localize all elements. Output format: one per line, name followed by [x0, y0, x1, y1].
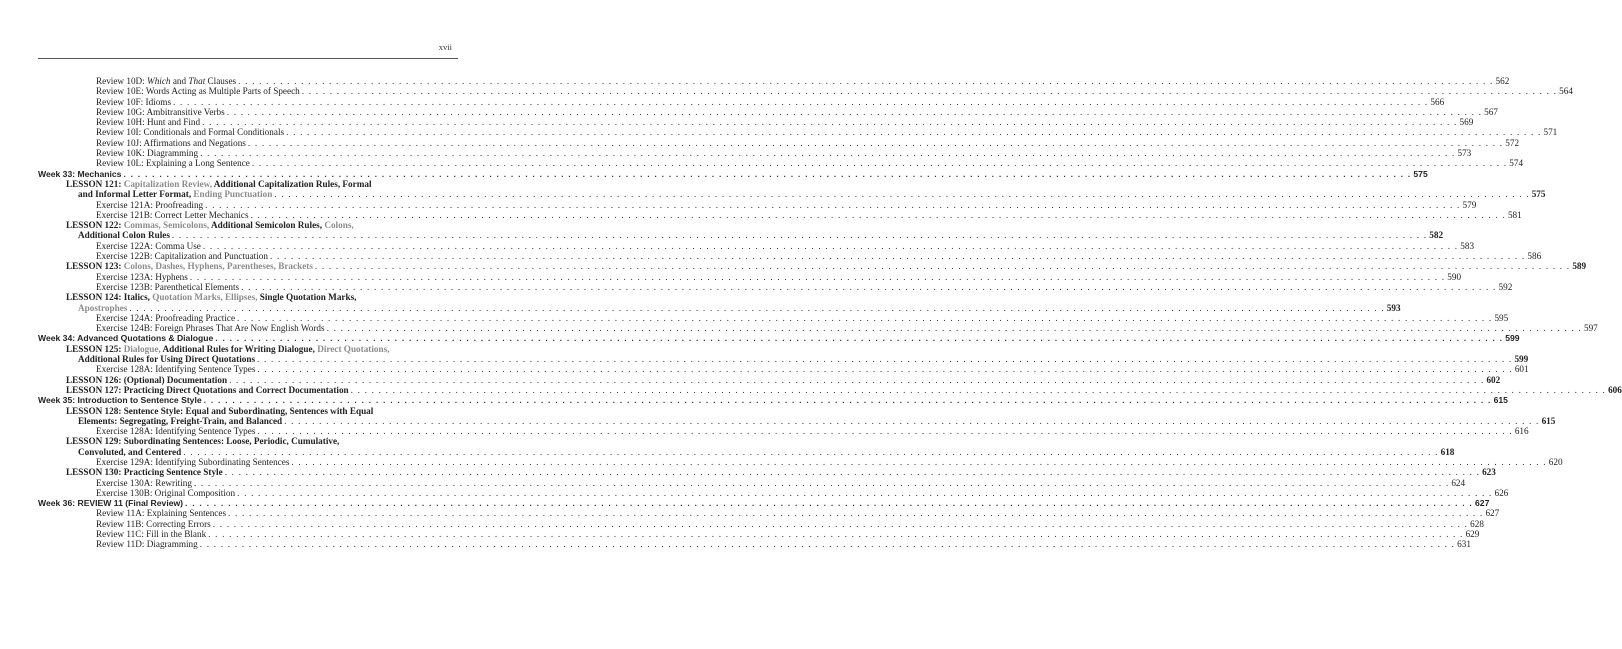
toc-entry-title	[96, 97, 171, 107]
toc-entry	[38, 106, 1498, 117]
title-segment: LESSON 127: Practicing Direct Quotations and Correct Documentation	[66, 384, 349, 395]
title-segment: Clauses	[205, 76, 237, 86]
page-ref: 602	[1486, 374, 1501, 385]
page-ref: 590	[1447, 271, 1462, 282]
title-segment: Additional Rules for Writing Dialogue,	[160, 343, 318, 354]
toc-entry-title	[96, 86, 300, 96]
title-segment: LESSON 124: Italics,	[66, 292, 153, 303]
title-segment: That	[188, 76, 206, 86]
toc-entry	[38, 456, 1563, 467]
toc-lesson	[38, 436, 458, 446]
page-ref: 572	[1505, 137, 1520, 148]
page-ref: 581	[1507, 209, 1522, 220]
page-ref: 573	[1457, 148, 1472, 159]
title-segment: Review 11A: Explaining Sentences	[96, 508, 227, 519]
toc-entry-title	[96, 508, 226, 518]
toc-entry-title	[38, 395, 202, 405]
toc-entry-title	[38, 333, 213, 343]
toc-lesson	[38, 220, 458, 230]
toc-entry-title	[66, 375, 227, 385]
toc-entry	[38, 539, 1471, 550]
title-segment: Elements: Segregating, Freight-Train, and Balanced	[78, 415, 283, 426]
dot-leader	[194, 478, 1449, 488]
dot-leader	[248, 138, 1503, 148]
toc-entry	[38, 199, 1477, 210]
toc-entry-title	[66, 406, 373, 416]
page-ref: 627	[1485, 508, 1500, 519]
toc-lesson-continued	[38, 230, 1444, 241]
title-segment: Review 10F: Idioms	[96, 96, 172, 107]
toc-entry-title	[96, 457, 289, 467]
toc-entry	[38, 487, 1509, 498]
page-ref: 575	[1531, 189, 1546, 200]
title-segment: Dialogue,	[123, 343, 161, 354]
title-segment: Exercise 121A: Proofreading	[96, 199, 204, 210]
toc-entry	[38, 209, 1522, 220]
title-segment: LESSON 129: Subordinating Sentences: Loose, Periodic, Cumulative,	[66, 436, 340, 447]
page-ref: 595	[1494, 312, 1509, 323]
toc-entry	[38, 240, 1475, 251]
page-ref: 599	[1505, 333, 1520, 344]
toc-week-heading	[38, 395, 1508, 406]
dot-leader	[252, 158, 1507, 168]
title-segment: Exercise 122B: Capitalization and Punctuation	[96, 251, 268, 262]
toc-lesson	[38, 384, 1622, 395]
title-segment: Exercise 123B: Parenthetical Elements	[96, 281, 240, 292]
page-ref: 618	[1440, 446, 1455, 457]
page-ref: 623	[1482, 467, 1496, 478]
title-segment: Apostrophes	[78, 302, 128, 313]
title-segment: and Informal Letter Format,	[78, 189, 194, 200]
title-segment: Ending Punctuation	[193, 189, 273, 200]
title-segment: and	[170, 76, 189, 86]
page-ref: 624	[1451, 477, 1466, 488]
toc-entry-title	[66, 292, 356, 302]
page-ref: 606	[1608, 384, 1622, 395]
title-segment: Colons,	[324, 220, 354, 231]
toc-entry	[38, 477, 1466, 488]
title-segment: LESSON 125:	[66, 343, 124, 354]
title-segment: Which	[147, 76, 171, 86]
dot-leader	[327, 323, 1582, 333]
toc-lesson-continued	[38, 415, 1556, 426]
toc-entry-title	[66, 220, 354, 230]
dot-leader	[204, 395, 1492, 405]
title-segment: Additional Semicolon Rules,	[209, 220, 325, 231]
toc-lesson	[38, 374, 1501, 385]
dot-leader	[183, 447, 1438, 457]
toc-entry-title	[38, 169, 121, 179]
page-ref: 620	[1548, 456, 1563, 467]
toc-entry	[38, 137, 1520, 148]
title-segment: Commas, Semicolons,	[123, 220, 210, 231]
dot-leader	[237, 313, 1492, 323]
page-ref: 571	[1543, 127, 1558, 138]
toc-entry	[38, 323, 1598, 334]
dot-leader	[229, 375, 1484, 385]
toc-entry-title	[96, 488, 235, 498]
toc-lesson	[38, 467, 1496, 478]
toc-entry-title	[96, 529, 206, 539]
toc-entry-title	[78, 354, 255, 364]
toc-entry	[38, 86, 1573, 97]
title-segment: Single Quotation Marks,	[257, 292, 357, 303]
toc-entry-title	[96, 251, 268, 261]
title-segment: Review 11C: Fill in the Blank	[96, 529, 207, 540]
title-segment: Review 10H: Hunt and Find	[96, 117, 201, 128]
dot-leader	[227, 107, 1482, 117]
page-ref: 579	[1462, 199, 1477, 210]
dot-leader	[213, 519, 1468, 529]
toc-lesson	[38, 344, 458, 354]
title-segment: Exercise 130B: Original Composition	[96, 487, 236, 498]
toc-entry-title	[96, 158, 250, 168]
dot-leader	[173, 97, 1428, 107]
page-ref: 562	[1495, 76, 1510, 86]
page-ref: 627	[1475, 498, 1490, 509]
toc-entry	[38, 96, 1445, 107]
toc-lesson-continued	[38, 189, 1546, 200]
dot-leader	[200, 539, 1455, 549]
title-segment: LESSON 126: (Optional) Documentation	[66, 374, 228, 385]
toc-entry	[38, 312, 1509, 323]
page-ref: 628	[1470, 518, 1484, 529]
title-segment: Review 11D: Diagramming	[96, 539, 198, 550]
dot-leader	[185, 498, 1473, 508]
toc-entry	[38, 127, 1558, 138]
title-segment: LESSON 128: Sentence Style: Equal and Subordinating, Sentences with Equal	[66, 405, 374, 416]
toc-lesson	[38, 261, 1587, 272]
toc-entry-title	[78, 189, 272, 199]
toc-entry-title	[96, 282, 239, 292]
dot-leader	[302, 86, 1557, 96]
title-segment: Week 33: Mechanics	[38, 168, 122, 179]
dot-leader	[257, 354, 1512, 364]
toc-entry	[38, 117, 1474, 128]
title-segment: Exercise 124B: Foreign Phrases That Are Now English Words	[96, 323, 325, 334]
page-ref: 615	[1493, 395, 1508, 406]
toc-entry-title	[78, 447, 181, 457]
toc-entry	[38, 251, 1542, 262]
toc-entry	[38, 364, 1529, 375]
toc-entry-title	[66, 467, 223, 477]
dot-leader	[225, 467, 1480, 477]
toc-entry-title	[96, 148, 198, 158]
page-ref: 566	[1430, 96, 1445, 107]
title-segment: Review 10G: Ambitransitive Verbs	[96, 106, 225, 117]
dot-leader	[241, 282, 1496, 292]
title-segment: LESSON 121:	[66, 178, 124, 189]
toc-entry-title	[96, 272, 188, 282]
page-ref: 597	[1583, 323, 1598, 334]
toc-entry	[38, 508, 1500, 519]
toc-lesson	[38, 179, 458, 189]
page-ref: 569	[1459, 117, 1474, 128]
page-ref: 626	[1494, 487, 1509, 498]
title-segment: Exercise 123A: Hyphens	[96, 271, 188, 282]
toc-entry-title	[66, 344, 390, 354]
title-segment: Review 10K: Diagramming	[96, 148, 199, 159]
toc-week-heading	[38, 498, 1490, 509]
toc-entry	[38, 426, 1529, 437]
dot-leader	[274, 189, 1529, 199]
page-number: xvii	[438, 42, 452, 52]
title-segment: LESSON 123:	[66, 261, 124, 272]
toc-entry-title	[66, 261, 313, 271]
toc-lesson	[38, 406, 458, 416]
toc-entry-title	[96, 76, 236, 86]
page-ref: 593	[1386, 302, 1401, 313]
dot-leader	[172, 230, 1427, 240]
page-ref: 564	[1559, 86, 1573, 97]
toc-entry-title	[66, 385, 349, 395]
toc-entry-title	[96, 107, 225, 117]
dot-leader	[129, 303, 1384, 313]
dot-leader	[237, 488, 1492, 498]
title-segment: Review 10J: Affirmations and Negations	[96, 137, 246, 148]
toc-entry-title	[96, 539, 198, 549]
page-ref: 631	[1457, 539, 1471, 550]
title-segment: Review 10L: Explaining a Long Sentence	[96, 158, 250, 169]
title-segment: Direct Quotations,	[317, 343, 390, 354]
page-ref: 586	[1527, 251, 1542, 262]
dot-leader	[123, 169, 1411, 179]
toc-lesson-continued	[38, 302, 1401, 313]
dot-leader	[200, 148, 1455, 158]
dot-leader	[284, 416, 1539, 426]
dot-leader	[291, 457, 1546, 467]
toc-entry-title	[96, 519, 211, 529]
toc-entry-title	[78, 416, 282, 426]
dot-leader	[190, 272, 1445, 282]
toc-week-heading	[38, 333, 1520, 344]
title-segment: Exercise 128A: Identifying Sentence Types	[96, 426, 256, 437]
title-segment: Capitalization Review,	[123, 178, 212, 189]
page-ref: 601	[1514, 364, 1529, 375]
toc-entry	[38, 529, 1480, 540]
dot-leader	[251, 210, 1506, 220]
toc-entry-title	[96, 478, 192, 488]
toc-lesson	[38, 292, 458, 302]
title-segment: Exercise 121B: Correct Letter Mechanics	[96, 209, 249, 220]
toc-entry-title	[78, 303, 127, 313]
dot-leader	[208, 529, 1463, 539]
toc-entry-title	[96, 426, 255, 436]
toc-lesson-continued	[38, 354, 1529, 365]
page-ref: 574	[1509, 158, 1524, 169]
title-segment: Additional Capitalization Rules, Formal	[212, 178, 372, 189]
toc-entry-title	[96, 313, 235, 323]
toc-entry-title	[96, 127, 284, 137]
dot-leader	[238, 76, 1493, 86]
toc-entry-title	[96, 200, 203, 210]
page-ref: 599	[1514, 354, 1529, 365]
toc-entry-title	[96, 323, 325, 333]
dot-leader	[257, 364, 1512, 374]
dot-leader	[202, 117, 1457, 127]
dot-leader	[228, 508, 1483, 518]
dot-leader	[286, 127, 1541, 137]
title-segment: Review 11B: Correcting Errors	[96, 518, 211, 529]
toc-entry-title	[66, 179, 372, 189]
title-segment: Review 10I: Conditionals and Formal Conditionals	[96, 127, 285, 138]
toc-lesson-continued	[38, 446, 1455, 457]
title-segment: Review 10E: Words Acting as Multiple Parts of Speech	[96, 86, 300, 97]
toc-entry-title	[78, 230, 170, 240]
page-ref: 616	[1514, 426, 1529, 437]
page-ref: 575	[1413, 168, 1428, 179]
toc-entry-title	[96, 210, 249, 220]
toc-entry	[38, 158, 1524, 169]
page-ref: 615	[1541, 415, 1556, 426]
dot-leader	[257, 426, 1512, 436]
title-segment: Quotation Marks, Ellipses,	[152, 292, 258, 303]
dot-leader	[315, 261, 1570, 271]
title-segment: Exercise 130A: Rewriting	[96, 477, 192, 488]
toc-entry-title	[66, 436, 339, 446]
toc-entry-title	[96, 241, 201, 251]
title-segment: LESSON 130: Practicing Sentence Style	[66, 467, 223, 478]
title-segment: Exercise 124A: Proofreading Practice	[96, 312, 236, 323]
toc-week-heading	[38, 168, 1428, 179]
title-segment: Exercise 122A: Comma Use	[96, 240, 201, 251]
toc-entry-title	[38, 498, 183, 508]
title-segment: Additional Rules for Using Direct Quotations	[78, 354, 256, 365]
title-segment: LESSON 122:	[66, 220, 124, 231]
page-ref: 589	[1572, 261, 1587, 272]
dot-leader	[205, 200, 1460, 210]
page-ref: 567	[1484, 106, 1498, 117]
title-segment: Week 36: REVIEW 11 (Final Review)	[38, 498, 184, 509]
page-ref: 592	[1498, 281, 1513, 292]
toc-entry-title	[96, 364, 255, 374]
page-ref: 583	[1460, 240, 1475, 251]
toc-entry	[38, 518, 1484, 529]
title-segment: Convoluted, and Centered	[78, 446, 182, 457]
title-segment: Review 10D:	[96, 76, 148, 86]
page-ref: 582	[1429, 230, 1444, 241]
title-segment: Exercise 129A: Identifying Subordinating Sentences	[96, 456, 290, 467]
dot-leader	[351, 385, 1606, 395]
toc-entry	[38, 76, 1510, 86]
toc-entry	[38, 271, 1462, 282]
page-ref: 629	[1465, 529, 1480, 540]
title-segment: Week 35: Introduction to Sentence Style	[38, 395, 202, 406]
toc-entry	[38, 148, 1472, 159]
header-rule	[38, 58, 458, 59]
title-segment: Colons, Dashes, Hyphens, Parentheses, Brackets	[123, 261, 313, 272]
toc-entry	[38, 281, 1513, 292]
dot-leader	[203, 241, 1458, 251]
dot-leader	[215, 333, 1503, 343]
dot-leader	[270, 251, 1525, 261]
title-segment: Week 34: Advanced Quotations & Dialogue	[38, 333, 214, 344]
table-of-contents	[38, 76, 1622, 550]
title-segment: Additional Colon Rules	[78, 230, 170, 241]
title-segment: Exercise 128A: Identifying Sentence Types	[96, 364, 256, 375]
toc-entry-title	[96, 138, 246, 148]
toc-entry-title	[96, 117, 200, 127]
